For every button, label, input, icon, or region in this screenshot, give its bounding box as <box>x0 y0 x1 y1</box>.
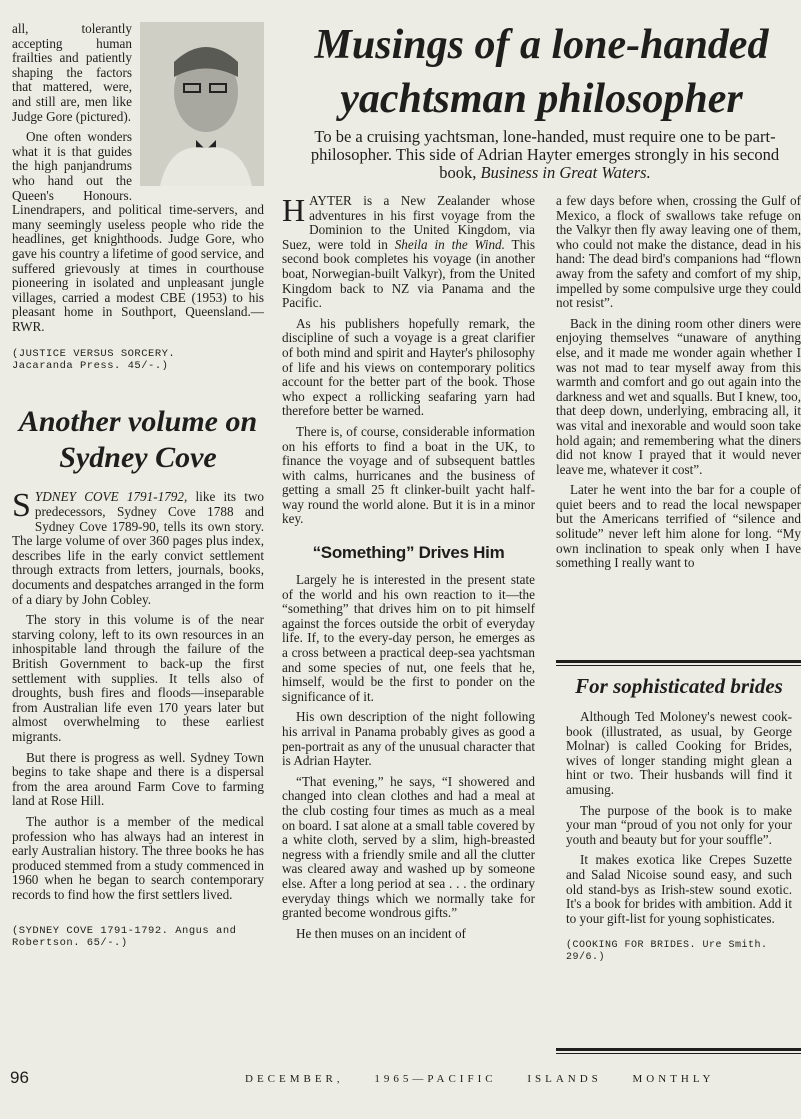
review-end-p1: all, tolerantly accepting human frailties and patiently shaping the factors that mattered, were, and still are, men like Judge Gore (pictured). <box>12 22 132 124</box>
column-middle <box>282 194 535 1062</box>
yacht-lead-rest: This second book completes his voyage (in another boat, Norwegian-built Valkyr), from the United Kingdom back to NZ via Panama and the Pacific. <box>282 236 535 311</box>
yacht-dropcap: H <box>282 194 306 228</box>
judge-gore-photo <box>140 22 264 186</box>
footer-month: DECEMBER, <box>245 1073 344 1085</box>
yacht-c1: a few days before when, crossing the Gulf of Mexico, a flock of swallows take refuge on the Valkyr then fly away leaving one of them, who could not make the distance, dead in his hand: The dead bird's companions had “flown away from the safety and comfort of my ship, impelled by some compulsive urge they could not resist”. <box>556 194 801 311</box>
sydney-p3: But there is progress as well. Sydney Town begins to take shape and there is a dispersal from the area around Farm Cove to farming land at Rose Hill. <box>12 749 264 809</box>
sydney-dropcap: S <box>12 487 31 525</box>
yacht-deck <box>300 128 790 182</box>
justice-caption-pub: Jacaranda Press. 45/-.) <box>12 360 169 373</box>
yacht-p7: He then muses on an incident of <box>296 925 466 941</box>
sydney-p1-rest: like its two predecessors, Sydney Cove 1788 and Sydney Cove 1789-90, tells its own story. The large volume of over 360 pages plus index, describes life in the early convict settlement through extracts from letters, journals, books, documents and despatches arranged in the form of a diary by John Cobley. <box>12 489 264 607</box>
bottom-rule-thin <box>556 1053 801 1054</box>
sydney-caption: (SYDNEY COVE 1791-1792. Angus and Robertson. 65/-.) <box>12 924 237 949</box>
footer-monthly: MONTHLY <box>632 1073 715 1085</box>
yacht-lead-book: Sheila in the Wind. <box>394 236 505 252</box>
yacht-c3: Later he went into the bar for a couple of quiet beers and to read the local newspaper but the Americans terrified of “silence and solitude” never left him alone for long. “My own inclination to speak only when I have something I really want to <box>556 482 801 571</box>
yacht-p6: “That evening,” he says, “I showered and changed into clean clothes and had a meal at the club costing four times as much as a meal on board. I sat alone at a small table covered by a white cloth, served by a slim, high-breasted negress with a friendly smile and all the clutter was cleared away and washed up by someone else. After a long period at sea . . . the ordinary everyday things which we normally take for granted become wondrous gifts.” <box>282 773 535 921</box>
divider-rule <box>556 660 801 663</box>
footer-year: 1965—PACIFIC <box>374 1073 497 1085</box>
footer-islands: ISLANDS <box>527 1073 602 1085</box>
divider-rule-thin <box>556 665 801 666</box>
yacht-p3: There is, of course, considerable information on his efforts to find a boat in the UK, to finance the voyage and of subsequent battles with calms, hurricanes and the business of getting a small 25 ft clinker-built yacht half-way round the world alone. But it is in a minor key. <box>282 423 535 527</box>
yacht-p5: His own description of the night following his arrival in Panama probably gives as good a pen-portrait as any of the unusual character that is Adrian Hayter. <box>282 709 535 769</box>
brides-heading: For sophisticated brides <box>575 674 783 698</box>
justice-caption <box>12 348 264 372</box>
column-right-top <box>556 194 801 644</box>
yacht-p4: Largely he is interested in the present state of the world and his own reaction to it—the “something” that drives him on to pit himself against the forces outside the orbit of everyday life. If, to the every-day person, he emerges as a cross between a practical deep-sea yachtsman and some species of nut, one feels that he, himself, would be the first to ponder on the significance of it. <box>282 572 535 704</box>
brides-p1: Although Ted Moloney's newest cook-book (illustrated, as usual, by George Molnar) is called Cooking for Brides, wives of longer standing might glean a hint or two. Their husbands will find it amusing. <box>566 709 792 797</box>
sydney-heading: Another volume on Sydney Cove <box>18 405 258 475</box>
justice-caption-title: (JUSTICE VERSUS SORCERY. <box>12 348 176 361</box>
sydney-p2: The story in this volume is of the near starving colony, left to its own resources in an inhospitable land through the failure of the British Government to back-up the first settlement with supplies. It tells also of droughts, bush fires and floods—inseparable from Australian life even 170 years later but almost overwhelming to these earliest migrants. <box>12 612 264 744</box>
brides-caption: (COOKING FOR BRIDES. Ure Smith. 29/6.) <box>566 940 768 964</box>
yacht-deck-book: Business in Great Waters. <box>480 163 651 182</box>
bottom-rule <box>556 1048 801 1051</box>
yacht-subhead: “Something” Drives Him <box>312 543 505 563</box>
yacht-p1 <box>282 194 535 311</box>
sydney-p4: The author is a member of the medical profession who has always had an interest in early Australian history. The three books he has produced stemmed from a study commenced in 1960 when he began to search contemporary records to find how the first settlers lived. <box>12 813 264 902</box>
column-left <box>12 22 264 1062</box>
sydney-lead: YDNEY COVE 1791-1792, <box>34 489 188 505</box>
review-end-p2: One often wonders what it is that guides the high panjandrums who hand out the Queen's Honours. Linendrapers, and political time-servers, and many seemingly useless people who ride the headlines, get knighthoods. Judge Gore, who gave his country a lifetime of good service, and suffered grievously at times in courthouse pioneering in isolated and unpleasant jungle villages, carried a modest CBE (1953) to his pleasant home in Southport, Queensland.—RWR. <box>12 129 264 334</box>
yacht-p2: As his publishers hopefully remark, the discipline of such a voyage is a great clarifier of both mind and spirit and Hayter's philosophy of life and his views on contemporary politics account for the better part of the book. Those who expect a rollicking seafaring yarn had therefore better be warned. <box>282 315 535 419</box>
running-footer <box>245 1073 801 1085</box>
yacht-c2: Back in the dining room other diners were enjoying themselves “unaware of anything else, and it made me wonder again whether I was not mad to tear myself away from this warmth and comfort and go out again into the darkness and wet and squalls. But I knew, too, that deep down, underlying, embracing all, it was vital and inexorable and would soon take hold again; and remembering what the diners did not know I prayed that it would never leave me, whatever it cost”. <box>556 315 801 477</box>
yacht-title: Musings of a lone-handed yachtsman philosopher <box>314 22 769 122</box>
sydney-p1 <box>12 487 264 607</box>
column-right-bottom <box>566 672 792 1062</box>
brides-p2: The purpose of the book is to make your man “proud of you not only for your youth and beauty but for your souffle”. <box>566 802 792 847</box>
yacht-lead: AYTER is a New Zealander whose adventures in his first voyage from the Dominion to the United Kingdom, via Suez, were told in <box>282 194 535 252</box>
brides-p3: It makes exotica like Crepes Suzette and Salad Nicoise sound easy, and such old stand-bys as Irish-stew sound exotic. It's a book for brides with ambition. Add it to your gift-list for young sophisticates. <box>566 852 792 926</box>
page-number: 96 <box>10 1068 29 1087</box>
yacht-deck-text: To be a cruising yachtsman, lone-handed, must require one to be part-philosopher. This side of Adrian Hayter emerges strongly in his second book, <box>310 127 780 182</box>
